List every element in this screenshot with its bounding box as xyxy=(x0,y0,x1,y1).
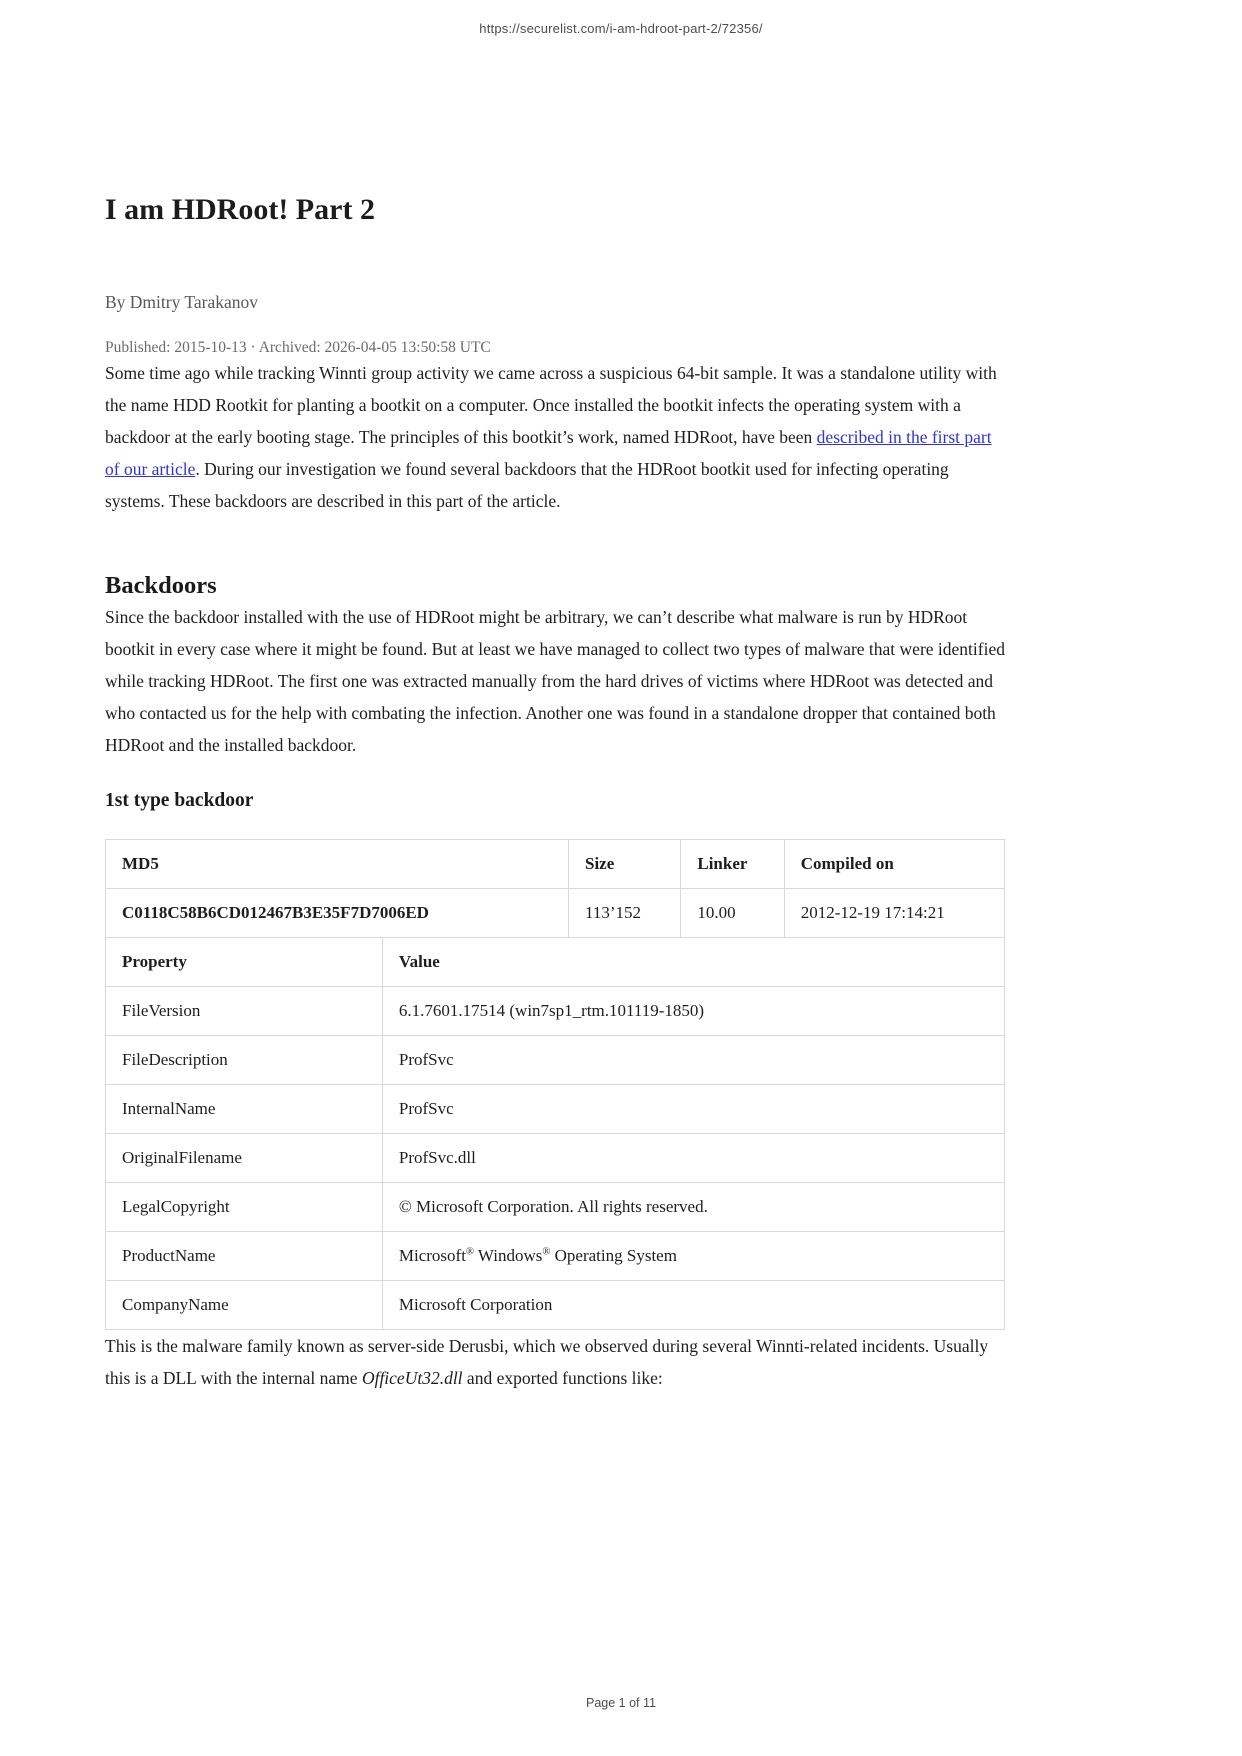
inline-link[interactable]: described in the first part of our article xyxy=(105,427,992,479)
table-cell: CompanyName xyxy=(106,1281,383,1330)
page-url-header: https://securelist.com/i-am-hdroot-part-2/72356/ xyxy=(479,21,763,36)
closing-paragraph xyxy=(105,1330,1005,1394)
table-cell: FileDescription xyxy=(106,1036,383,1085)
table-row xyxy=(106,1036,1005,1085)
column-header: Compiled on xyxy=(784,840,1004,889)
sample-info-table xyxy=(105,839,1005,938)
page-number: Page 1 of 11 xyxy=(586,1696,656,1710)
table-cell: Microsoft Corporation xyxy=(382,1281,1004,1330)
table-cell: 10.00 xyxy=(681,889,784,938)
text-segment: Some time ago while tracking Winnti group activity we came across a suspicious 64-bit sample. It was a standalone utility with the name HDD Rootkit for planting a bootkit on a computer. Once installed the bootkit infects the operating system with a backdoor at the early booting stage. The principles of this bootkit’s work, named HDRoot, have been xyxy=(105,363,997,447)
article-byline: By Dmitry Tarakanov xyxy=(105,292,259,312)
table-cell: Microsoft® Windows® Operating System xyxy=(382,1232,1004,1281)
registered-mark: ® xyxy=(465,1246,474,1258)
table-row xyxy=(106,1232,1005,1281)
table-cell: 6.1.7601.17514 (win7sp1_rtm.101119-1850) xyxy=(382,987,1004,1036)
backdoors-paragraph: Since the backdoor installed with the use of HDRoot might be arbitrary, we can’t describe what malware is run by HDRoot bootkit in every case where it might be found. But at least we have managed to collect two types of malware that were identified while tracking HDRoot. The first one was extracted manually from the hard drives of victims where HDRoot was detected and who contacted us for the help with combating the infection. Another one was found in a standalone dropper that contained both HDRoot and the installed backdoor. xyxy=(105,607,1005,755)
table-cell: 2012-12-19 17:14:21 xyxy=(784,889,1004,938)
table-header-row xyxy=(106,840,1005,889)
table-cell: ProductName xyxy=(106,1232,383,1281)
article-title: I am HDRoot! Part 2 xyxy=(105,193,375,226)
table-cell: InternalName xyxy=(106,1085,383,1134)
table-cell: © Microsoft Corporation. All rights reserved. xyxy=(382,1183,1004,1232)
table-header-row xyxy=(106,938,1005,987)
table-cell: OriginalFilename xyxy=(106,1134,383,1183)
table-row xyxy=(106,1134,1005,1183)
table-row xyxy=(106,1281,1005,1330)
pe-properties-table xyxy=(105,937,1005,1330)
section-heading-backdoors: Backdoors xyxy=(105,572,217,599)
table-cell: ProfSvc xyxy=(382,1085,1004,1134)
table-cell: C0118C58B6CD012467B3E35F7D7006ED xyxy=(106,889,569,938)
table-cell: FileVersion xyxy=(106,987,383,1036)
article-content xyxy=(105,0,1005,1394)
table-cell: 113’152 xyxy=(568,889,680,938)
column-header: Linker xyxy=(681,840,784,889)
inline-italic: OfficeUt32.dll xyxy=(361,1368,463,1388)
table-cell: LegalCopyright xyxy=(106,1183,383,1232)
table-row xyxy=(106,1183,1005,1232)
column-header: Property xyxy=(106,938,383,987)
table-row xyxy=(106,1085,1005,1134)
text-segment: This is the malware family known as server-side Derusbi, which we observed during several Winnti-related incidents. Usually this is a DLL with the internal name xyxy=(105,1336,989,1388)
published-line: Published: 2015-10-13 · Archived: 2026-04-05 13:50:58 UTC xyxy=(105,339,491,356)
column-header: Size xyxy=(568,840,680,889)
subsection-heading-1st-type-backdoor: 1st type backdoor xyxy=(105,790,254,811)
table-row xyxy=(106,889,1005,938)
text-segment: and exported functions like: xyxy=(462,1368,663,1388)
text-segment: . During our investigation we found several backdoors that the HDRoot bootkit used for infecting operating systems. These backdoors are described in this part of the article. xyxy=(105,459,949,511)
intro-paragraph xyxy=(105,357,1005,517)
table-cell: ProfSvc.dll xyxy=(382,1134,1004,1183)
column-header: Value xyxy=(382,938,1004,987)
registered-mark: ® xyxy=(542,1246,551,1258)
table-cell: ProfSvc xyxy=(382,1036,1004,1085)
table-row xyxy=(106,987,1005,1036)
column-header: MD5 xyxy=(106,840,569,889)
